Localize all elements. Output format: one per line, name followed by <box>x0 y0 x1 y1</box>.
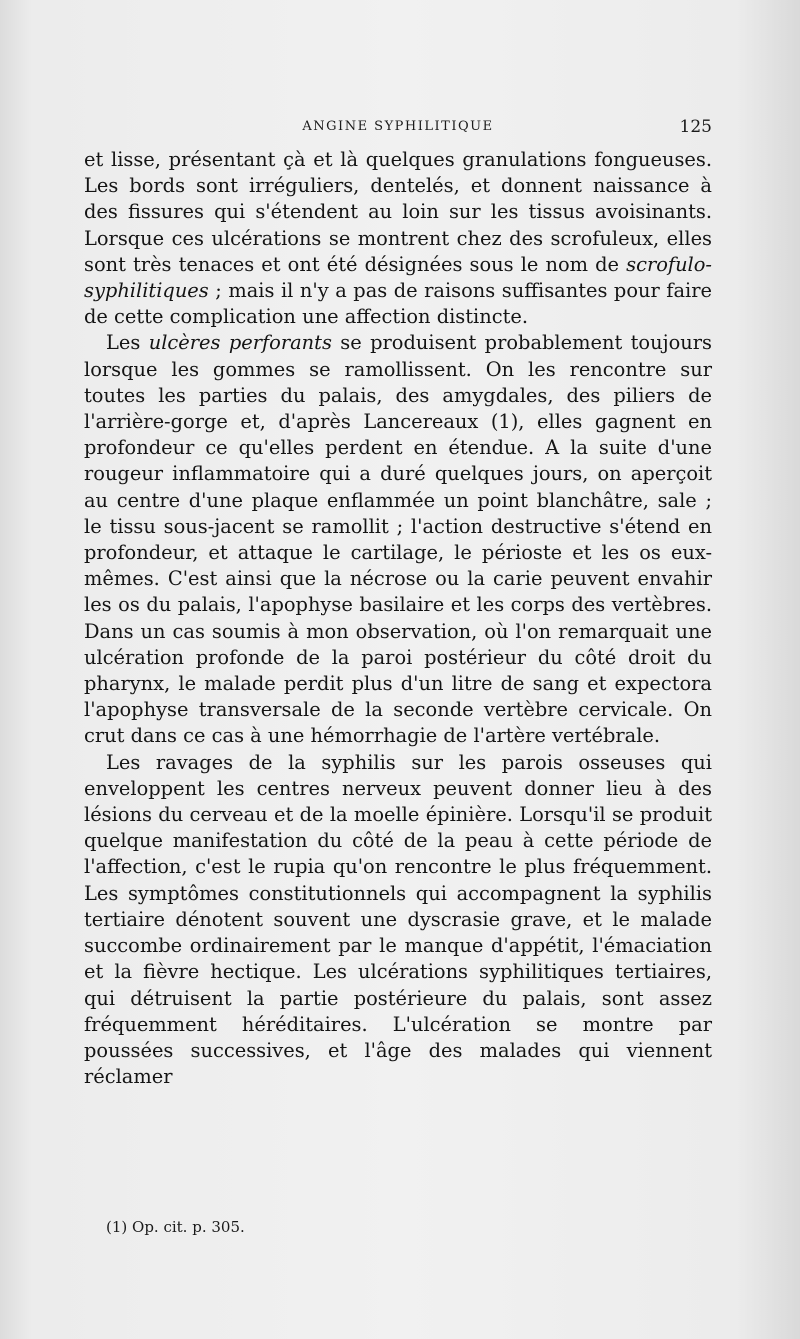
paragraph <box>84 330 712 749</box>
italic-term: ulcères perforants <box>148 331 332 355</box>
page-number: 125 <box>679 117 712 137</box>
paragraph <box>84 147 712 330</box>
text-run: Les <box>106 331 149 355</box>
text-run: ; mais il n'y a pas de raisons suffisantes pour faire de cette complication une affection distincte. <box>84 279 712 329</box>
page-header <box>84 117 712 139</box>
body-text <box>84 147 712 1090</box>
text-run: se produisent probablement toujours lorsque les gommes se ramollissent. On les rencontre sur toutes les parties du palais, des amygdales, des piliers de l'arrière-gorge et, d'après Lancereaux (1), elles gagnent en profondeur ce qu'elles perdent en étendue. A la suite d'une rougeur inflammatoire qui a duré quelques jours, on aperçoit au centre d'une plaque enflammée un point blanchâtre, sale ; le tissu sous-jacent se ramollit ; l'action destructive s'étend en profondeur, et attaque le cartilage, le périoste et les os eux-mêmes. C'est ainsi que la nécrose ou la carie peuvent envahir les os du palais, l'apophyse basilaire et les corps des vertèbres. Dans un cas soumis à mon observation, où l'on remarquait une ulcération profonde de la paroi postérieur du côté droit du pharynx, le malade perdit plus d'un litre de sang et expectora l'apophyse transversale de la seconde vertèbre cervicale. On crut dans ce cas à une hémorrhagie de l'artère vertébrale. <box>84 331 712 748</box>
footnote: (1) Op. cit. p. 305. <box>106 1218 245 1236</box>
italic-term: scrofulo-syphilitiques <box>84 252 712 303</box>
paragraph <box>84 750 712 1091</box>
text-run: et lisse, présentant çà et là quelques granulations fongueuses. Les bords sont irréguliers, dentelés, et donnent naissance à des fissures qui s'étendent au loin sur les tissus avoisinants. Lorsque ces ulcérations se montrent chez des scrofuleux, elles sont très tenaces et ont été désignées sous le nom de <box>84 148 712 276</box>
text-run: Les ravages de la syphilis sur les parois osseuses qui enveloppent les centres nerveux peuvent donner lieu à des lésions du cerveau et de la moelle épinière. Lorsqu'il se produit quelque manifestation du côté de la peau à cette période de l'affection, c'est le rupia qu'on rencontre le plus fréquemment. Les symptômes constitutionnels qui accompagnent la syphilis tertiaire dénotent souvent une dyscrasie grave, et le malade succombe ordinairement par le manque d'appétit, l'émaciation et la fièvre hectique. Les ulcérations syphilitiques tertiaires, qui détruisent la partie postérieure du palais, sont assez fréquemment héréditaires. L'ulcération se montre par poussées successives, et l'âge des malades qui viennent réclamer <box>84 750 712 1089</box>
running-title: ANGINE SYPHILITIQUE <box>302 119 494 134</box>
